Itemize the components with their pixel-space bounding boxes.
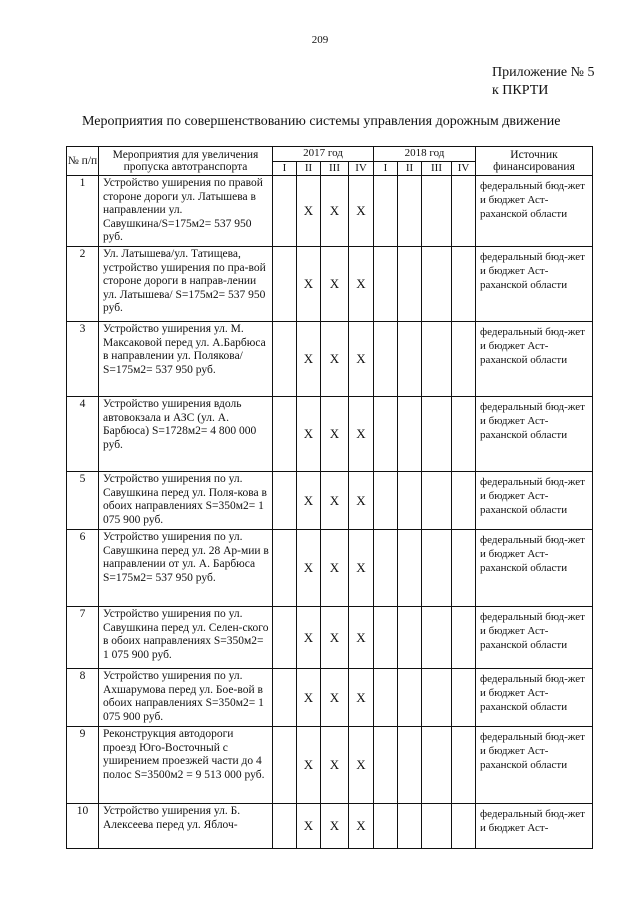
quarter-mark: Х: [321, 472, 349, 530]
quarter-mark: [422, 727, 452, 804]
measure-text: Устройство уширения по правой стороне дороги ул. Латышева в направлении ул. Савушкина/S=175м2= 537 950 руб.: [103, 177, 263, 243]
quarter-mark: [422, 322, 452, 397]
quarter-mark: Х: [349, 727, 374, 804]
quarter-mark: [273, 727, 297, 804]
table-row: [67, 727, 593, 804]
quarter-mark: [374, 176, 398, 247]
quarter-mark: Х: [297, 727, 321, 804]
funding-source: федеральный бюд-жет и бюджет Аст-раханской области: [476, 472, 593, 530]
quarter-mark: Х: [321, 607, 349, 669]
row-number: 1: [67, 176, 99, 247]
quarter-mark: [398, 804, 422, 849]
quarter-mark: [452, 727, 476, 804]
quarter-mark: Х: [349, 804, 374, 849]
row-number: 2: [67, 247, 99, 322]
quarter-mark: Х: [349, 176, 374, 247]
quarter-mark: [422, 247, 452, 322]
quarter-mark: Х: [321, 247, 349, 322]
quarter-mark: [273, 176, 297, 247]
row-number: 6: [67, 530, 99, 607]
quarter-mark: [273, 804, 297, 849]
quarter-mark: Х: [297, 322, 321, 397]
funding-source: федеральный бюд-жет и бюджет Аст-раханской области: [476, 607, 593, 669]
quarter-mark: [422, 397, 452, 472]
header-quarter: IV: [349, 161, 374, 176]
quarter-mark: Х: [321, 669, 349, 727]
document-title: Мероприятия по совершенствованию системы управления дорожным движение: [82, 114, 561, 129]
quarter-mark: [374, 669, 398, 727]
quarter-mark: [452, 397, 476, 472]
funding-source: федеральный бюд-жет и бюджет Аст-раханской области: [476, 397, 593, 472]
quarter-mark: [422, 176, 452, 247]
header-year-2018: 2018 год: [374, 147, 476, 162]
row-number: 4: [67, 397, 99, 472]
row-number: 7: [67, 607, 99, 669]
quarter-mark: [273, 472, 297, 530]
header-quarter: I: [374, 161, 398, 176]
quarter-mark: Х: [321, 530, 349, 607]
measures-table: [66, 146, 593, 849]
quarter-mark: [273, 530, 297, 607]
quarter-mark: [273, 247, 297, 322]
quarter-mark: [422, 472, 452, 530]
table-row: [67, 176, 593, 247]
measure-text: Устройство уширения вдоль автовокзала и АЗС (ул. А. Барбюса) S=1728м2= 4 800 000 руб.: [103, 398, 257, 451]
quarter-mark: [374, 804, 398, 849]
quarter-mark: Х: [321, 322, 349, 397]
funding-source: федеральный бюд-жет и бюджет Аст-раханской области: [476, 176, 593, 247]
quarter-mark: [422, 607, 452, 669]
header-num: № п/п: [67, 147, 99, 176]
quarter-mark: [452, 472, 476, 530]
quarter-mark: [374, 472, 398, 530]
header-quarter: III: [422, 161, 452, 176]
table-row: [67, 669, 593, 727]
measure-text: Устройство уширения по ул. Ахшарумова перед ул. Бое-вой в обоих направлениях S=350м2= 1 075 900 руб.: [103, 670, 264, 723]
quarter-mark: [452, 247, 476, 322]
quarter-mark: [273, 322, 297, 397]
funding-source: федеральный бюд-жет и бюджет Аст-раханской области: [476, 247, 593, 322]
quarter-mark: [273, 669, 297, 727]
quarter-mark: Х: [321, 176, 349, 247]
quarter-mark: [398, 472, 422, 530]
quarter-mark: [273, 397, 297, 472]
funding-source: федеральный бюд-жет и бюджет Аст-раханской области: [476, 530, 593, 607]
quarter-mark: [374, 607, 398, 669]
header-measure: Мероприятия для увеличения пропуска автотранспорта: [99, 147, 273, 176]
quarter-mark: [398, 669, 422, 727]
quarter-mark: [374, 397, 398, 472]
row-number: 5: [67, 472, 99, 530]
quarter-mark: [398, 176, 422, 247]
measure-text: Устройство уширения ул. М. Максаковой перед ул. А.Барбюса в направлении ул. Полякова/ S=175м2= 537 950 руб.: [103, 323, 266, 376]
quarter-mark: [452, 530, 476, 607]
table-row: [67, 607, 593, 669]
funding-source: федеральный бюд-жет и бюджет Аст-раханской области: [476, 727, 593, 804]
quarter-mark: [374, 322, 398, 397]
funding-source: федеральный бюд-жет и бюджет Аст-раханской области: [476, 669, 593, 727]
quarter-mark: [398, 322, 422, 397]
quarter-mark: Х: [349, 247, 374, 322]
quarter-mark: Х: [349, 322, 374, 397]
header-year-2017: 2017 год: [273, 147, 374, 162]
quarter-mark: [452, 804, 476, 849]
quarter-mark: [273, 607, 297, 669]
quarter-mark: [422, 530, 452, 607]
quarter-mark: [374, 530, 398, 607]
measure-text: Устройство уширения по ул. Савушкина перед ул. Поля-кова в обоих направлениях S=350м2= 1 075 900 руб.: [103, 473, 267, 526]
quarter-mark: [398, 607, 422, 669]
quarter-mark: Х: [297, 804, 321, 849]
quarter-mark: Х: [321, 397, 349, 472]
quarter-mark: [374, 727, 398, 804]
quarter-mark: [398, 247, 422, 322]
quarter-mark: Х: [349, 397, 374, 472]
table-row: [67, 397, 593, 472]
quarter-mark: [452, 669, 476, 727]
quarter-mark: [422, 804, 452, 849]
row-number: 8: [67, 669, 99, 727]
header-quarter: II: [297, 161, 321, 176]
quarter-mark: Х: [297, 397, 321, 472]
header-quarter: IV: [452, 161, 476, 176]
quarter-mark: [398, 530, 422, 607]
quarter-mark: [452, 607, 476, 669]
quarter-mark: [374, 247, 398, 322]
header-quarter: III: [321, 161, 349, 176]
quarter-mark: Х: [349, 530, 374, 607]
quarter-mark: Х: [349, 607, 374, 669]
quarter-mark: Х: [297, 176, 321, 247]
measure-text: Устройство уширения ул. Б. Алексеева перед ул. Яблоч-: [103, 805, 241, 831]
quarter-mark: Х: [297, 607, 321, 669]
funding-source: федеральный бюд-жет и бюджет Аст-раханской области: [476, 322, 593, 397]
quarter-mark: Х: [349, 472, 374, 530]
quarter-mark: Х: [321, 727, 349, 804]
measure-text: Реконструкция автодороги проезд Юго-Восточный с уширением проезжей части до 4 полос S=3500м2 = 9 513 000 руб.: [103, 728, 265, 781]
quarter-mark: [452, 322, 476, 397]
quarter-mark: Х: [297, 247, 321, 322]
table-row: [67, 247, 593, 322]
quarter-mark: [422, 669, 452, 727]
appendix-line-1: Приложение № 5: [492, 65, 595, 80]
header-quarter: II: [398, 161, 422, 176]
table-row: [67, 804, 593, 849]
header-source: Источник финансирования: [476, 147, 593, 176]
row-number: 9: [67, 727, 99, 804]
quarter-mark: Х: [349, 669, 374, 727]
quarter-mark: Х: [297, 472, 321, 530]
quarter-mark: [398, 397, 422, 472]
quarter-mark: [398, 727, 422, 804]
row-number: 10: [67, 804, 99, 849]
table-row: [67, 322, 593, 397]
quarter-mark: Х: [321, 804, 349, 849]
measure-text: Ул. Латышева/ул. Татищева, устройство уширения по пра-вой стороне дороги в направ-лении ул. Латышева/ S=175м2= 537 950 руб.: [103, 248, 266, 314]
appendix-label: [492, 64, 595, 100]
measure-text: Устройство уширения по ул. Савушкина перед ул. Селен-ского в обоих направлениях S=350м2= 1 075 900 руб.: [103, 608, 269, 661]
header-quarter: I: [273, 161, 297, 176]
quarter-mark: [452, 176, 476, 247]
table-row: [67, 530, 593, 607]
measure-text: Устройство уширения по ул. Савушкина перед ул. 28 Ар-мии в направлении от ул. А. Барбюса S=175м2= 537 950 руб.: [103, 531, 269, 584]
page-number: 209: [311, 34, 329, 46]
quarter-mark: Х: [297, 669, 321, 727]
funding-source: федеральный бюд-жет и бюджет Аст-: [476, 804, 593, 849]
table-row: [67, 472, 593, 530]
appendix-line-2: к ПКРТИ: [492, 83, 549, 98]
quarter-mark: Х: [297, 530, 321, 607]
row-number: 3: [67, 322, 99, 397]
